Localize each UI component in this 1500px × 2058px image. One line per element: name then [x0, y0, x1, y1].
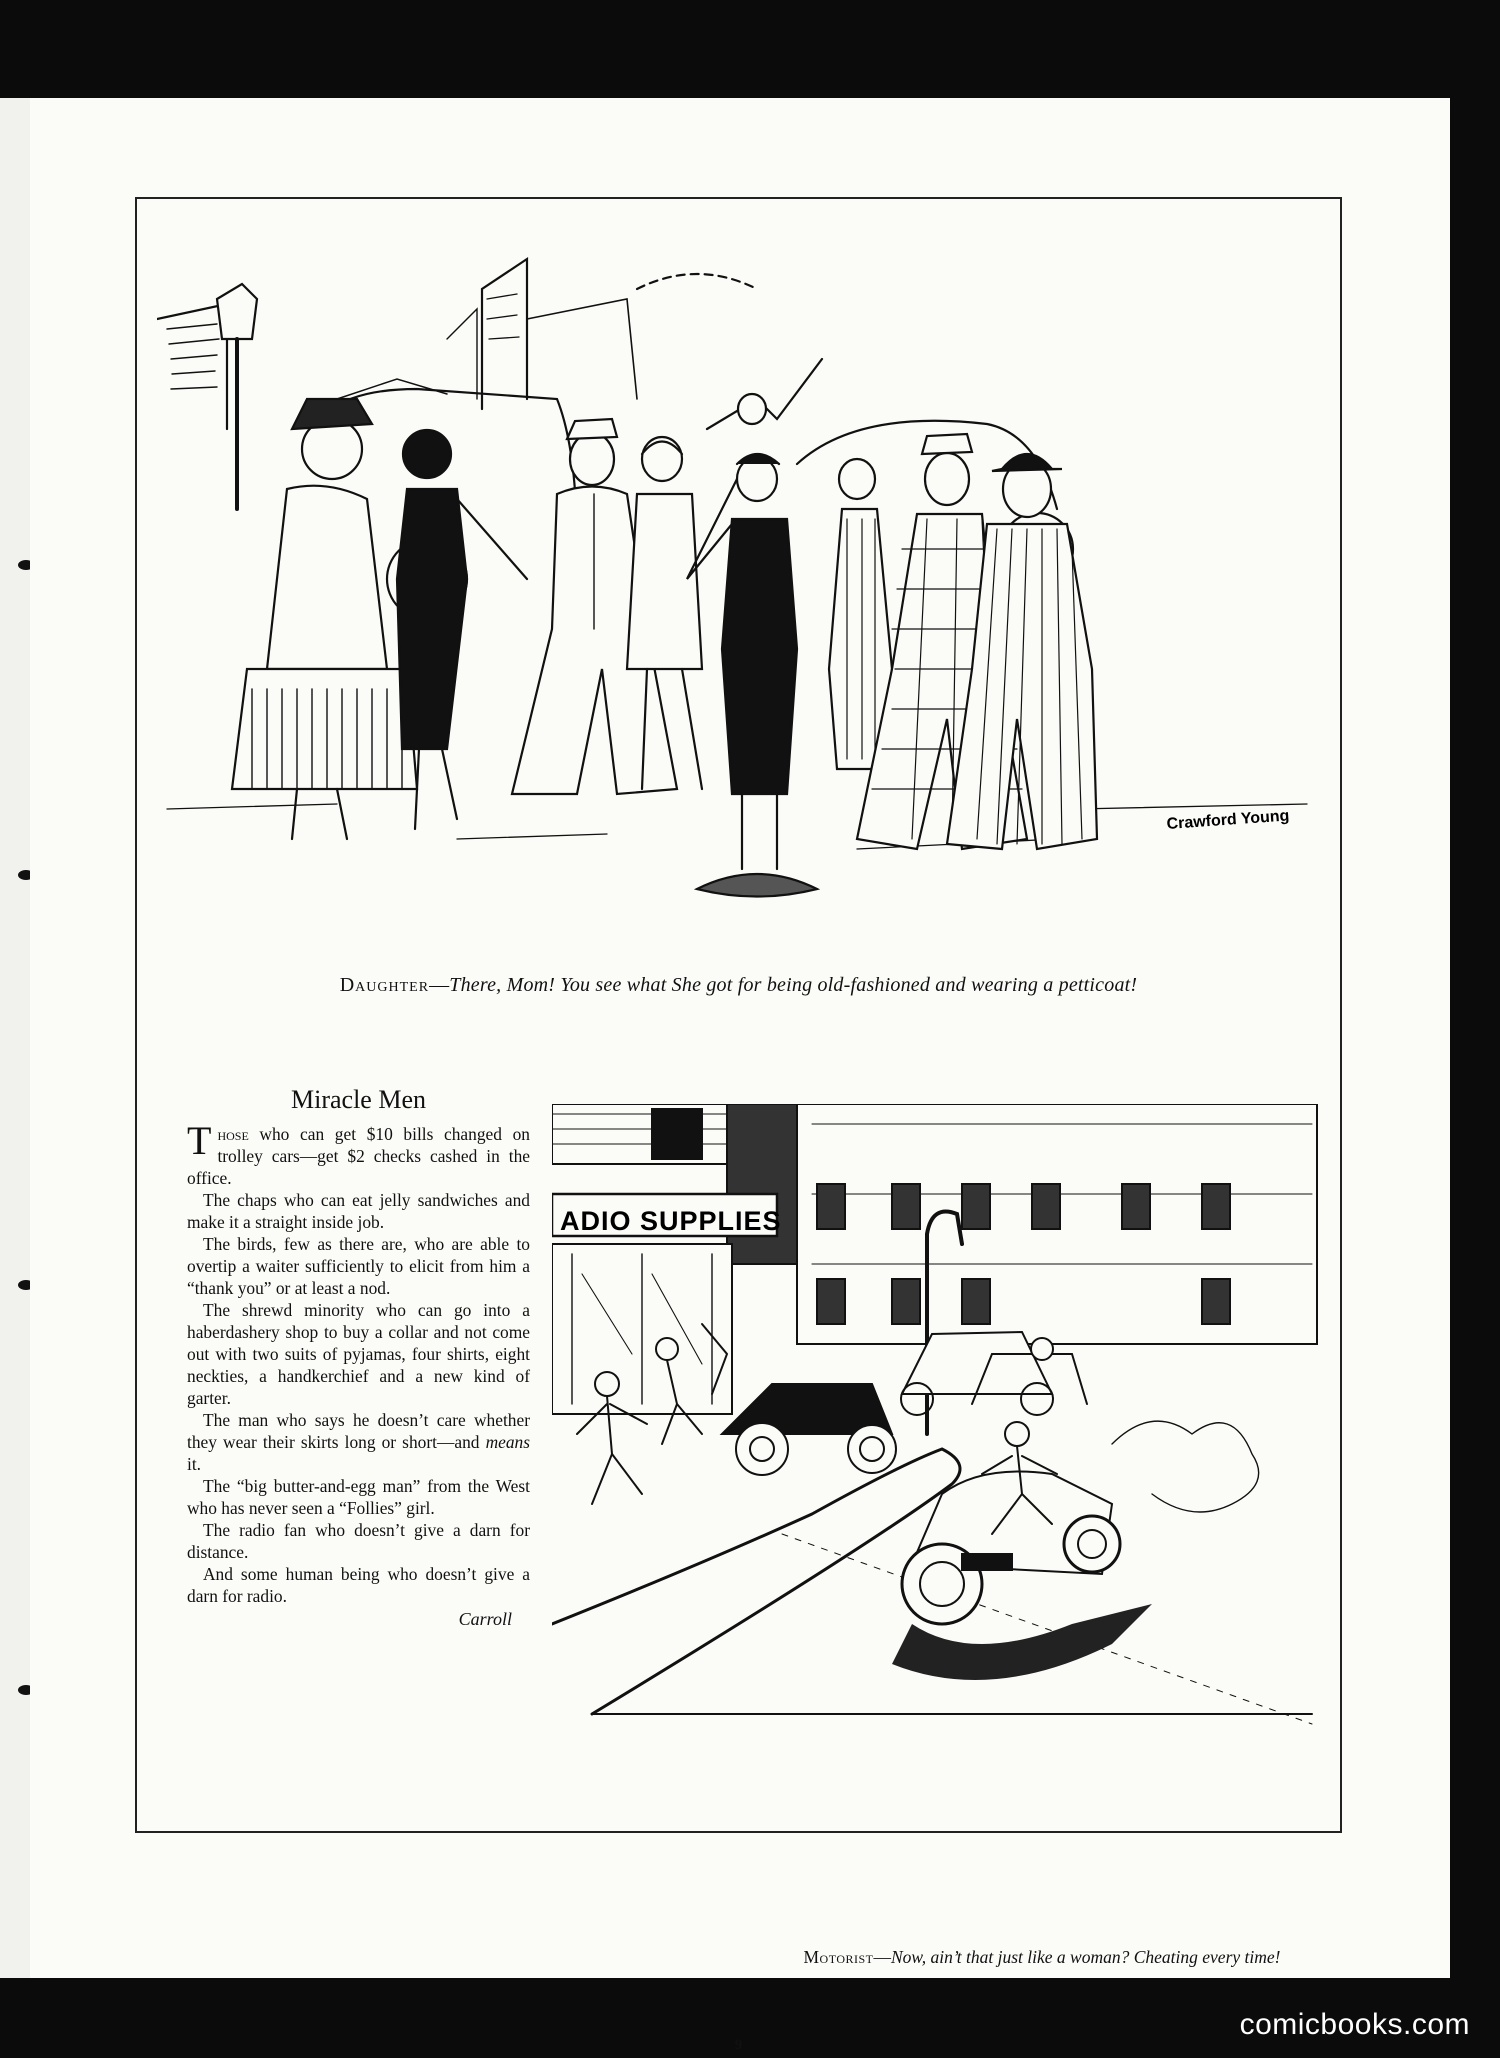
caption-speaker: Daughter — [339, 974, 430, 996]
miracle-men-article — [187, 1085, 530, 1630]
byline: Carroll — [458, 1609, 512, 1629]
previous-page-edge — [0, 98, 33, 1978]
shop-sign-text: ADIO SUPPLIES — [560, 1206, 782, 1236]
page-number: 9 — [734, 2037, 743, 2053]
caption-speaker: Motorist — [803, 1947, 874, 1967]
artist-signature: Crawford Young — [1166, 807, 1290, 833]
article-paragraph: The radio fan who doesn’t give a darn for distance. — [187, 1520, 530, 1562]
article-paragraph: The chaps who can eat jelly sandwiches and make it a straight inside job. — [187, 1190, 530, 1232]
lead-word: hose — [217, 1124, 249, 1144]
article-paragraph: The man who says he doesn’t care whether they wear their skirts long or short—and means it. — [187, 1410, 530, 1474]
article-paragraph: The shrewd minority who can go into a haberdashery shop to buy a collar and not come out with two suits of pyjamas, four shirts, eight neckties, a handkerchief and a new kind of garter. — [187, 1300, 530, 1408]
article-title: Miracle Men — [290, 1085, 426, 1114]
street-scene-cartoon — [157, 249, 1322, 949]
caption-line: Now, ain’t that just like a woman? Cheating every time! — [891, 1947, 1281, 1967]
emphasis: means — [485, 1432, 530, 1452]
article-paragraph: Those who can get $10 bills changed on trolley cars—get $2 checks cashed in the office. — [187, 1118, 530, 1188]
article-paragraph: The “big butter-and-egg man” from the West who has never seen a “Follies” girl. — [187, 1476, 530, 1518]
drop-cap: T — [187, 1118, 212, 1163]
article-paragraph: And some human being who doesn’t give a darn for radio. — [187, 1564, 530, 1606]
motorist-cartoon — [552, 1104, 1322, 1744]
article-paragraph: The birds, few as there are, who are able to overtip a waiter sufficiently to elicit from him a “thank you” or at least a nod. — [187, 1234, 530, 1298]
bottom-cartoon-caption: Motorist—Now, ain’t that just like a woman? Cheating every time! — [803, 1947, 1281, 1967]
caption-line: There, Mom! You see what She got for being old-fashioned and wearing a petticoat! — [449, 974, 1138, 996]
watermark: comicbooks.com — [1239, 2008, 1470, 2041]
top-cartoon-caption: Daughter—There, Mom! You see what She got for being old-fashioned and wearing a petticoat! — [339, 974, 1138, 996]
